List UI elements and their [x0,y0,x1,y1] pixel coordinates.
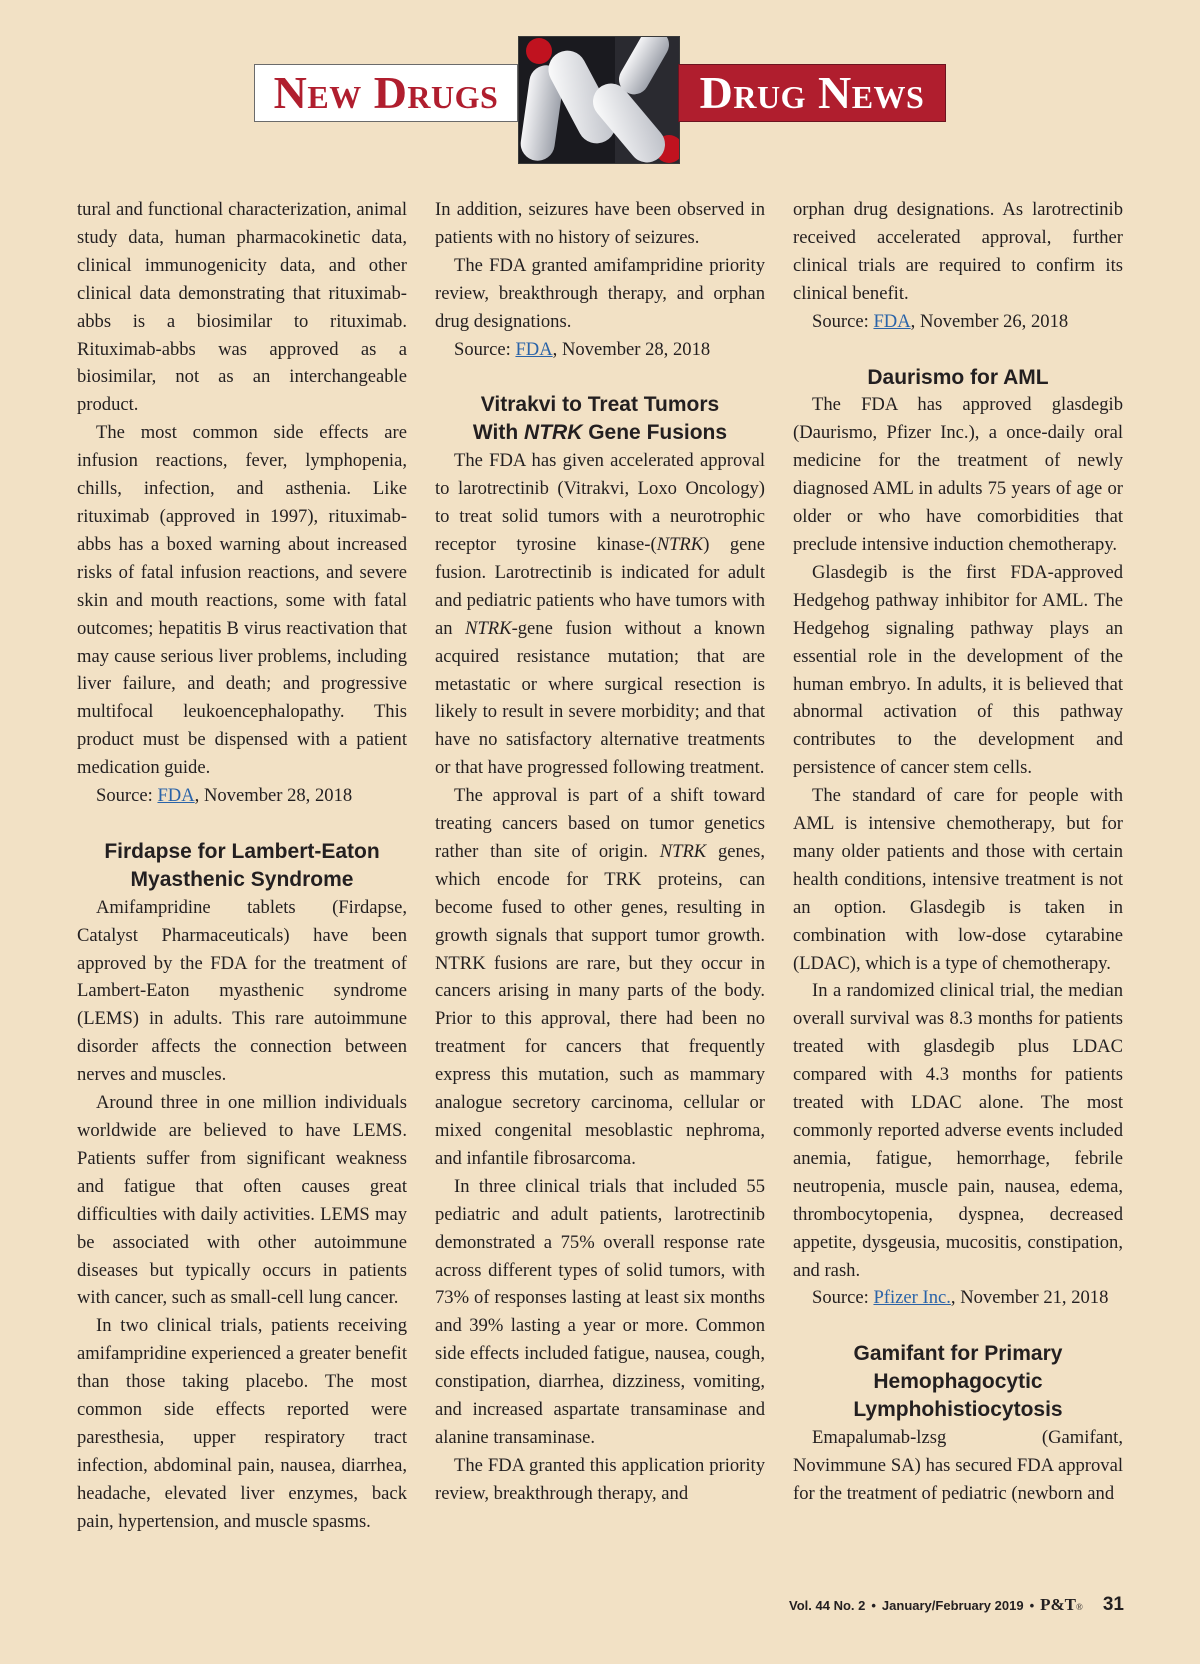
vitrakvi-paragraph-5: orphan drug designations. As larotrectinib received accelerated approval, further clinical trials are required to confirm its clinical benefit. [793,199,1123,304]
journal-name [1040,1595,1083,1615]
source-label: Source: [812,1287,874,1309]
source-label: Source: [812,310,874,332]
column-1 [77,196,407,1536]
journal-title: P&T [1040,1595,1077,1614]
daurismo-paragraph-1: The FDA has approved glasdegib (Daurismo, Pfizer Inc.), a once-daily oral medicine for the treatment of newly diagnosed AML in adults 75 years of age or older or who have comorbidities that preclude intensive induction chemotherapy. [793,394,1123,555]
vitrakvi-heading-line2-post: Gene Fusions [582,421,728,445]
daurismo-paragraph-4: In a randomized clinical trial, the median overall survival was 8.3 months for patients treated with glasdegib plus LDAC compared with 4.3 months for patients treated with LDAC alone. The most commonly reported adverse events included anemia, fatigue, hemorrhage, febrile neutropenia, muscle pain, nausea, edema, thrombocytopenia, dyspnea, decreased appetite, dysgeusia, mucositis, constipation, and rash. [793,980,1123,1281]
daurismo-paragraph-2: Glasdegib is the first FDA-approved Hedgehog pathway inhibitor for AML. The Hedgehog signaling pathway plays an essential role in the development of the human embryo. In adults, it is believed that abnormal activation of this pathway contributes to the development and persistence of cancer stem cells. [793,561,1123,779]
page-footer [789,1594,1124,1616]
text-run: ) gene fusion. Larotrectinib is indicated for adult and pediatric patients who have tumors with an [435,533,765,639]
registered-mark: ® [1076,1602,1083,1612]
new-drugs-title: New Drugs [273,67,499,118]
text-run: genes, which encode for TRK proteins, can become fused to other genes, resulting in growth signals that support tumor growth. NTRK fusions are rare, but they occur in cancers arising in many parts of the body. Prior to this approval, there had been no treatment for cancers that frequently express this mutation, such as mammary analogue secretory carcinoma, cellular or mixed congenital mesoblastic nephroma, and infantile fibrosarcoma. [435,840,765,1169]
footer-bullet: • [1029,1598,1035,1613]
source-line [435,336,765,364]
source-label: Source: [96,785,158,807]
firdapse-paragraph-3: In two clinical trials, patients receiving amifampridine experienced a greater benefit than those taking placebo. The most common side effects reported were paresthesia, upper respiratory tract infection, abdominal pain, nausea, diarrhea, headache, elevated liver enzymes, back pain, hypertension, and muscle spasms. [77,1315,407,1532]
source-link[interactable]: Pfizer Inc. [873,1287,951,1309]
gene-name: NTRK [656,533,704,555]
gene-name: NTRK [465,617,512,639]
daurismo-heading: Daurismo for AML [867,365,1049,389]
daurismo-paragraph-3: The standard of care for people with AML is intensive chemotherapy, but for many older patients and those with certain health conditions, intensive treatment is not an option. Glasdegib is taken in combination with low-dose cytarabine (LDAC), which is a type of chemotherapy. [793,785,1123,974]
column-2 [435,196,765,1508]
vitrakvi-heading-line2-pre: With [472,421,525,445]
pills-photo [518,36,680,164]
firdapse-paragraph-1: Amifampridine tablets (Firdapse, Catalyst Pharmaceuticals) have been approved by the FDA for the treatment of Lambert-Eaton myasthenic syndrome (LEMS) in adults. This rare autoimmune disorder affects the connection between nerves and muscles. [77,896,407,1086]
new-drugs-banner [254,64,518,122]
gamifant-paragraph-1: Emapalumab-lzsg (Gamifant, Novimmune SA) has secured FDA approval for the treatment of pediatric (newborn and [793,1427,1123,1504]
gene-name: NTRK [659,840,707,862]
source-line [77,782,407,810]
drug-news-banner [678,64,946,122]
firdapse-paragraph-4: In addition, seizures have been observed in patients with no history of seizures. [435,199,765,248]
vitrakvi-paragraph-3: In three clinical trials that included 55 pediatric and adult patients, larotrectinib demonstrated a 75% overall response rate across different types of solid tumors, with 73% of responses lasting at least six months and 39% lasting a year or more. Common side effects included fatigue, nausea, cough, constipation, diarrhea, dizziness, vomiting, and increased aspartate transaminase and alanine transaminase. [435,1175,765,1448]
footer-issue: January/February 2019 [881,1598,1024,1613]
source-label: Source: [454,338,516,360]
source-link[interactable]: FDA [515,338,553,360]
vitrakvi-heading-gene: NTRK [524,421,583,445]
firdapse-paragraph-5: The FDA granted amifampridine priority review, breakthrough therapy, and orphan drug designations. [435,254,765,332]
source-date: , November 26, 2018 [910,310,1069,332]
drug-news-title: Drug News [699,67,925,118]
source-date: , November 21, 2018 [950,1287,1109,1309]
text-run: The approval is part of a shift toward treating cancers based on tumor genetics rather than site of origin. [435,785,765,862]
source-date: , November 28, 2018 [194,785,353,807]
text-run: The FDA has given accelerated approval to larotrectinib (Vitrakvi, Loxo Oncology) to treat solid tumors with a neurotrophic receptor tyrosine kinase-( [435,450,765,555]
source-date: , November 28, 2018 [552,338,711,360]
vitrakvi-heading-line1: Vitrakvi to Treat Tumors [480,393,720,417]
firdapse-paragraph-2: Around three in one million individuals worldwide are believed to have LEMS. Patients suffer from significant weakness and fatigue that often causes great difficulties with daily activities. LEMS may be associated with other autoimmune diseases but typically occurs in patients with cancer, such as small-cell lung cancer. [77,1092,407,1309]
rituximab-paragraph-2: The most common side effects are infusion reactions, fever, lymphopenia, chills, infection, and asthenia. Like rituximab (approved in 1997), rituximab-abbs has a boxed warning about increased risks of fatal infusion reactions, and severe skin and mouth reactions, some with fatal outcomes; hepatitis B virus reactivation that may cause serious liver problems, including liver failure, and death; and progressive multifocal leukoencephalopathy. This product must be dispensed with a patient medication guide. [77,422,407,779]
source-link[interactable]: FDA [873,310,911,332]
footer-volume: Vol. 44 No. 2 [789,1598,866,1613]
vitrakvi-paragraph-2 [435,782,765,1173]
column-3 [793,196,1123,1508]
rituximab-paragraph-1: tural and functional characterization, animal study data, human pharmacokinetic data, clinical immunogenicity data, and other clinical data demonstrating that rituximab-abbs is a biosimilar to rituximab. Rituximab-abbs was approved as a biosimilar, not as an interchangeable product. [77,199,407,416]
footer-bullet: • [871,1598,876,1613]
pills-illustration [519,37,680,164]
vitrakvi-heading [435,391,765,447]
source-line [793,308,1123,336]
page-number: 31 [1102,1594,1124,1615]
source-link[interactable]: FDA [157,785,195,807]
text-run: -gene fusion without a known acquired resistance mutation; that are metastatic or where surgical resection is likely to result in severe morbidity; and that have no satisfactory alternative treatments or that have progressed following treatment. [435,617,765,779]
vitrakvi-paragraph-1 [435,447,765,782]
gamifant-heading: Gamifant for Primary Hemophagocytic Lymphohistiocytosis [853,1342,1063,1422]
vitrakvi-paragraph-4: The FDA granted this application priority review, breakthrough therapy, and [435,1454,765,1504]
firdapse-heading: Firdapse for Lambert-Eaton Myasthenic Syndrome [104,839,380,891]
source-line [793,1284,1123,1312]
